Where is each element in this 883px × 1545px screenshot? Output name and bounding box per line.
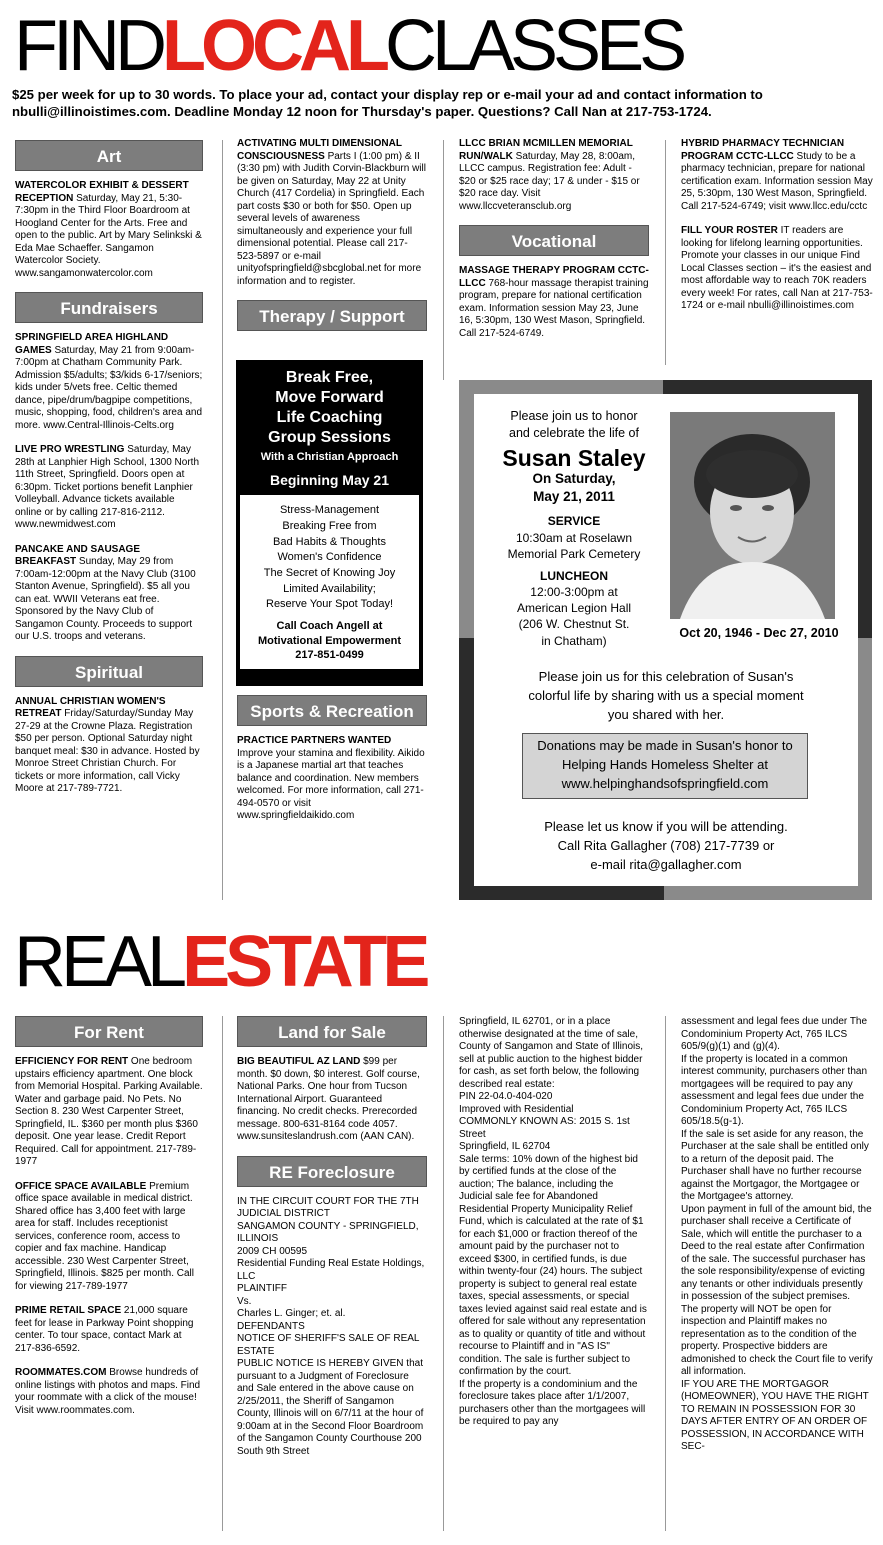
header-local: LOCAL [161,6,385,86]
listing-item: PRACTICE PARTNERS WANTED Improve your stamina and flexibility. Aikido is a Japanese martial art that teaches balance and coordination. New members welcomed. For more information, call 271-494-0570 or visit www.springfieldaikido.com [237,735,425,821]
classes-col-4 [681,138,873,325]
listing-item: WATERCOLOR EXHIBIT & DESSERT RECEPTION Saturday, May 21, 5:30-7:30pm in the Third Floor Boardroom at Hoogland Center for the Arts. Free and open to the public. Art by Mary Selinkski & Eda Mae Schaeffer. Sangamon Watercolor Society. www.sangamonwatercolor.com [15,180,202,279]
listing-item: LIVE PRO WRESTLING Saturday, May 28th at Lanphier High School, 1300 North 11th Street, Springfield. Doors open at 6:30pm. Ticket portions benefit Lanphier Volleyball. Advance tickets available online or by calling 217-816-2112. www.newmidwest.com [15,444,200,530]
portrait-image [670,412,835,619]
foreclosure-notice: IN THE CIRCUIT COURT FOR THE 7TH JUDICIAL DISTRICT SANGAMON COUNTY - SPRINGFIELD, ILLINOIS 2009 CH 00595 Residential Funding Real Estate Holdings, LLC PLAINTIFF Vs. Charles L. Ginger; et. al. DEFENDANTS NOTICE OF SHERIFF'S SALE OF REAL ESTATE PUBLIC NOTICE IS HEREBY GIVEN that pursuant to a Judgment of Foreclosure and Sale entered in the above cause on 2/25/2011, the Sheriff of Sangamon County, Illinois will on 6/7/11 at the hour of 9:00am at in the Second Floor Boardroom of the Sangamon County Courthouse 200 South 9th Street [237,1195,425,1457]
column-rule [665,1016,666,1531]
header-real: REAL [14,922,183,1002]
classes-col-3 [459,138,649,352]
listing-item: FILL YOUR ROSTER IT readers are looking for lifelong learning opportunities. Promote your classes in our unique Find Local Classes section – it's the easiest and most affordable way to reach 70K readers every week! For rates, call Nan at 217-753-1724 or e-mail nbulli@illinoistimes.com [681,225,873,311]
listing-item: ACTIVATING MULTI DIMENSIONAL CONSCIOUSNESS Parts I (1:00 pm) & II (3:30 pm) with Judith Corvin-Blackburn will be given on Saturday, May 22 at Unity Church (417 Cordelia) in Springfield. Each part costs $30 or both for $50. Open up several levels of awareness simultaneously and experience your full dimensional potential. Please call 217-523-5897 or e-mail unityofspringfield@sbcglobal.net for more information and to register. [237,138,426,287]
section-therapy: Therapy / Support [237,300,427,331]
header-find: FIND [14,6,162,86]
section-land-for-sale: Land for Sale [237,1016,427,1047]
header-classes: CLASSES [384,6,683,86]
classes-col-2b [237,695,427,835]
column-rule [443,1016,444,1531]
coaching-sub: With a Christian Approach [260,451,399,463]
memorial-dates: Oct 20, 1946 - Dec 27, 2010 [679,626,839,640]
memorial-invite: Please join us for this celebration of Susan's colorful life by sharing with us a special moment you shared with her. [528,669,804,722]
re-col-1 [15,1016,203,1429]
listing-item: LLCC BRIAN MCMILLEN MEMORIAL RUN/WALK Saturday, May 28, 8:00am, LLCC campus. Registration fee: Adult - $20 or $25 race day; 17 & under - $15 or $20 race day. Visit www.llccveteransclub.org [459,138,640,212]
memorial-intro: Please join us to honor and celebrate the life of [509,409,639,440]
realestate-header [14,922,426,1002]
memorial-rsvp: Please let us know if you will be attending. Call Rita Gallagher (708) 217-7739 or e-mail rita@gallagher.com [544,819,788,872]
section-vocational: Vocational [459,225,649,256]
re-col-2 [237,1016,427,1458]
section-spiritual: Spiritual [15,656,203,687]
memorial-photo [670,412,835,619]
column-rule [222,140,223,900]
memorial-name: Susan Staley [502,445,646,471]
memorial-donate: Donations may be made in Susan's honor to Helping Hands Homeless Shelter at www.helpinghandsofspringfield.com [522,733,808,799]
re-col-4: assessment and legal fees due under The Condominium Property Act, 765 ILCS 605/9(g)(1) and (g)(4). If the property is located in a common interest community, purchasers other than mortgagees will be required to pay any assessment and legal fees due under the Condominium Property Act, 765 ILCS 605/18.5(g-1). If the sale is set aside for any reason, the Purchaser at the sale shall be entitled only to a return of the deposit paid. The Purchaser shall have no further recourse against the Mortgagor, the Mortgagee or the Mortgagee's attorney. Upon payment in full of the amount bid, the purchaser shall receive a Certificate of Sale, which will entitle the purchaser to a Deed to the real estate after Confirmation of the sale. The successful purchaser has the sole responsibility/expense of evicting any tenants or other individuals presently in possession of the subject premises. The property will NOT be open for inspection and Plaintiff makes no representation as to the condition of the property. Prospective bidders are admonished to check the Court file to verify all information. IF YOU ARE THE MORTGAGOR (HOMEOWNER), YOU HAVE THE RIGHT TO REMAIN IN POSSESSION FOR 30 DAYS AFTER ENTRY OF AN ORDER OF POSSESSION, IN ACCORDANCE WITH SEC- [681,1016,873,1452]
listing-item: PANCAKE AND SAUSAGE BREAKFAST Sunday, May 29 from 7:00am-12:00pm at the Navy Club (3100 Stanton Avenue, Springfield). $5 all you can eat. WWII Veterans eat free. Sponsored by the Navy Club of Sangamon County. Proceeds to support our U.S. troops and veterans. [15,543,196,642]
intro-text: $25 per week for up to 30 words. To place your ad, contact your display rep or e-mail your ad and contact information to nbulli@illinoistimes.com. Deadline Monday 12 noon for Thursday's paper. Questions? Call Nan at 217-753-1724. [12,87,763,120]
memorial-lunch-label: LUNCHEON [540,569,608,583]
coaching-begin: Beginning May 21 [269,472,390,489]
memorial-service-label: SERVICE [547,514,601,528]
section-fundraisers: Fundraisers [15,292,203,323]
header-estate: ESTATE [182,922,426,1002]
column-rule [222,1016,223,1531]
section-art: Art [15,140,203,171]
column-rule [665,140,666,365]
listing-item: MASSAGE THERAPY PROGRAM CCTC-LLCC 768-hour massage therapist training program, prepare for national certification exam. Information session May 23, June 16, 5:30pm, 130 West Mason, Springfield. Call 217-524-6749. [459,265,649,339]
listing-item: ROOMMATES.COM Browse hundreds of online listings with photos and maps. Find your roommate with a click of the mouse! Visit www.roommates.com. [15,1367,201,1416]
listing-item: PRIME RETAIL SPACE 21,000 square feet for lease in Parkway Point shopping center. To tour space, contact Mark at 217-836-6592. [15,1305,194,1354]
listing-item: ANNUAL CHRISTIAN WOMEN'S RETREAT Friday/Saturday/Sunday May 27-29 at the Crowne Plaza. Registration $50 per person. Optional Saturday night banquet meal: $30 in advance. Hosted by Monroe Street Christian Church. For tickets or more information, call Vicky Moore at 217-789-7721. [15,695,200,794]
re-col-3: Springfield, IL 62701, or in a place otherwise designated at the time of sale, County of Sangamon and State of Illinois, sell at public auction to the highest bidder for cash, as set forth below, the following described real estate: PIN 22-04.0-404-020 Improved with Residential COMMONLY KNOWN AS: 2015 S. 1st Street Springfield, IL 62704 Sale terms: 10% down of the highest bid by certified funds at the close of the auction; The balance, including the Judicial sale fee for Abandoned Residential Property Municipality Relief Fund, which is calculated at the rate of $1 for each $1,000 or fraction thereof of the amount paid by the purchaser not to exceed $300, in certified funds, is due within twenty-four (24) hours. The subject property is subject to general real estate taxes, special assessments, or special taxes levied against said real estate and is offered for sale without any representation as to quality or quantity of title and without recourse to Plaintiff and in "AS IS" condition. The sale is further subject to confirmation by the court. If the property is a condominium and the foreclosure takes place after 1/1/2007, purchasers other than the mortgagees will be required to pay any [459,1016,647,1427]
coaching-list: Stress-Management Breaking Free from Bad Habits & Thoughts Women's Confidence The Secret of Knowing Joy Limited Availability; Reserve Your Spot Today! [263,504,396,611]
listing-item: SPRINGFIELD AREA HIGHLAND GAMES Saturday, May 21 from 9:00am-7:00pm at Chatham Community Park. Admission $5/adults; $3/kids 6-17/seniors; kids under 5/vets free. Celtic themed dance, pipe/drum/bagpipe competitions, music, shopping, food, children's area and more. www.Central-Illinois-Celts.org [15,332,203,431]
section-for-rent: For Rent [15,1016,203,1047]
memorial-date: On Saturday, May 21, 2011 [532,471,616,505]
classes-col-1 [15,140,203,808]
listing-item: OFFICE SPACE AVAILABLE Premium office space available in medical district. Shared office has 3,400 feet with large area for staff. Includes receptionist services, conference room, access to copier and fax machine. Handicap accessible. 230 West Carpenter Street, Springfield, Illinois. $825 per month. Call for viewing 217-789-1977 [15,1180,194,1292]
listing-item: HYBRID PHARMACY TECHNICIAN PROGRAM CCTC-LLCC Study to be a pharmacy technician, prepare for national certification exam. Information session May 25, 5:30pm, 130 West Mason, Springfield. Call 217-524-6749; visit www.llcc.edu/cctc [681,138,873,212]
coaching-ad [236,360,423,686]
classes-header [14,6,683,86]
column-rule [443,140,444,380]
memorial-service: 10:30am at Roselawn Memorial Park Cemetery [507,531,641,562]
memorial-lunch: 12:00-3:00pm at American Legion Hall (206 W. Chestnut St. in Chatham) [516,585,632,648]
classes-col-2 [237,138,427,340]
coaching-headline: Break Free, Move Forward Life Coaching Group Sessions [268,369,391,446]
listing-item: EFFICIENCY FOR RENT One bedroom upstairs efficiency apartment. One block from Memorial Hospital. Parking Available. Water and garbage paid. No Pets. No Section 8. 230 West Carpenter Street, Springfield, IL. $360 per month plus $360 deposit. One year lease. Credit Report Required. Call for appointment. 217-789-1977 [15,1056,203,1167]
coaching-details [240,495,419,669]
section-re-foreclosure: RE Foreclosure [237,1156,427,1187]
listing-item: BIG BEAUTIFUL AZ LAND $99 per month. $0 down, $0 interest. Golf course, National Parks. One hour from Tucson International Airport. Guaranteed financing. No credit checks. Prerecorded message. 800-631-8164 code 4057. www.sunsiteslandrush.com (AAN CAN). [237,1056,420,1142]
coaching-contact: Call Coach Angell at Motivational Empowerment 217-851-0499 [257,619,402,662]
section-sports: Sports & Recreation [237,695,427,726]
